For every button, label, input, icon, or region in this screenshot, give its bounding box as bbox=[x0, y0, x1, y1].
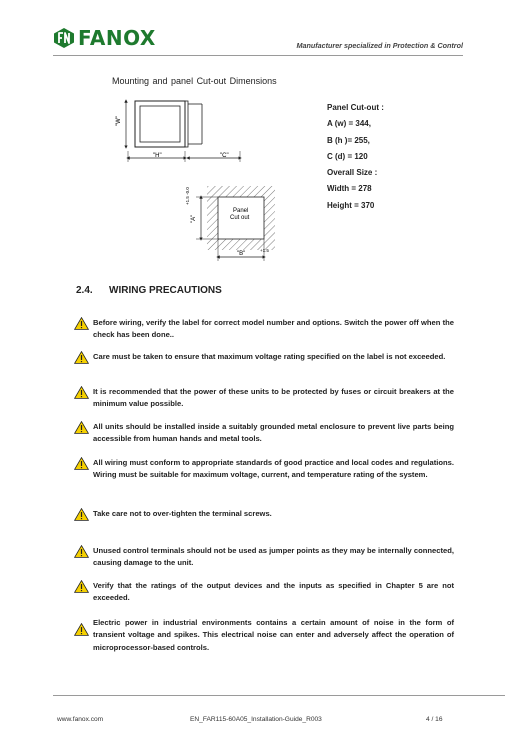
precaution-text: Unused control terminals should not be used as jumper points as they may be internally connected, causing damage to the unit. bbox=[93, 546, 454, 568]
dimension-h-label: "H" bbox=[153, 153, 162, 159]
precaution-item bbox=[74, 457, 454, 482]
warning-icon bbox=[74, 545, 89, 558]
fanox-logo-icon bbox=[53, 27, 75, 49]
warning-icon bbox=[74, 623, 89, 636]
section-number: 2.4. bbox=[76, 285, 93, 296]
precaution-text: Before wiring, verify the label for correct model number and options. Switch the power off when the check has been done.. bbox=[93, 318, 454, 340]
precaution-text: It is recommended that the power of these units to be protected by fuses or circuit breakers at the minimum value possible. bbox=[93, 387, 454, 409]
warning-icon bbox=[74, 317, 89, 330]
precaution-text: Electric power in industrial environments contains a certain amount of noise in the form of transient voltage and spikes. This electrical noise can enter and adversely affect the operation of microprocessor-based controls. bbox=[93, 618, 454, 652]
footer-document-id: EN_FAR115-60A05_Installation-Guide_R003 bbox=[190, 716, 322, 723]
precaution-item bbox=[74, 545, 454, 570]
warning-icon bbox=[74, 457, 89, 470]
section-heading bbox=[76, 285, 222, 296]
footer-divider bbox=[53, 695, 505, 696]
header-divider bbox=[53, 55, 463, 56]
precaution-item bbox=[74, 580, 454, 605]
precaution-text: Verify that the ratings of the output devices and the inputs as specified in Chapter 5 are not exceeded. bbox=[93, 581, 454, 603]
precaution-text: Take care not to over-tighten the terminal screws. bbox=[93, 509, 272, 518]
warning-icon bbox=[74, 508, 89, 521]
dimension-w-label: "W" bbox=[116, 116, 122, 126]
cutout-title: Panel Cut-out : bbox=[327, 103, 384, 112]
precaution-item bbox=[74, 351, 454, 364]
mounting-diagram bbox=[100, 96, 300, 268]
spec-width: Width = 278 bbox=[327, 184, 372, 194]
spec-b: B (h )= 255, bbox=[327, 135, 370, 145]
spec-height: Height = 370 bbox=[327, 200, 375, 210]
tagline: Manufacturer specialized in Protection & Control bbox=[296, 41, 463, 50]
front-view bbox=[116, 101, 240, 162]
fanox-logo bbox=[53, 26, 156, 50]
tolerance-b-label: +1.5 bbox=[260, 248, 269, 253]
overall-size-title: Overall Size : bbox=[327, 168, 378, 178]
warning-icon bbox=[74, 421, 89, 434]
dimension-a-label: "A" bbox=[191, 214, 197, 223]
precaution-text: Care must be taken to ensure that maximum voltage rating specified on the label is not exceeded. bbox=[93, 352, 446, 361]
warning-icon bbox=[74, 386, 89, 399]
spec-a: A (w) = 344, bbox=[327, 119, 371, 129]
panel-label: Panel bbox=[233, 208, 249, 214]
footer-page-number: 4 / 16 bbox=[426, 716, 443, 723]
panel-cutout-view bbox=[185, 186, 275, 261]
figure-title: Mounting and panel Cut-out Dimensions bbox=[112, 76, 277, 86]
warning-icon bbox=[74, 580, 89, 593]
precaution-item bbox=[74, 508, 454, 521]
precaution-text: All wiring must conform to appropriate standards of good practice and local codes and regulations. Wiring must be suitable for maximum voltage, current, and temperature rating of the system. bbox=[93, 458, 454, 480]
precaution-item bbox=[74, 421, 454, 446]
dimension-specs bbox=[327, 100, 384, 214]
cutout-label: Cut out bbox=[230, 215, 250, 221]
precaution-item bbox=[74, 617, 454, 654]
tolerance-a-label: +1.5 -0.0 bbox=[185, 187, 190, 205]
footer-website[interactable]: www.fanox.com bbox=[57, 716, 104, 723]
precaution-text: All units should be installed inside a suitably grounded metal enclosure to prevent live parts being accessible from human hands and metal tools. bbox=[93, 422, 454, 444]
spec-c: C (d) = 120 bbox=[327, 151, 368, 161]
precaution-item bbox=[74, 317, 454, 342]
precaution-item bbox=[74, 386, 454, 411]
dimension-b-label: "B" bbox=[237, 251, 246, 257]
warning-icon bbox=[74, 351, 89, 364]
section-title: WIRING PRECAUTIONS bbox=[109, 285, 222, 296]
brand-name: FANOX bbox=[78, 26, 156, 50]
dimension-c-label: "C" bbox=[220, 153, 229, 159]
